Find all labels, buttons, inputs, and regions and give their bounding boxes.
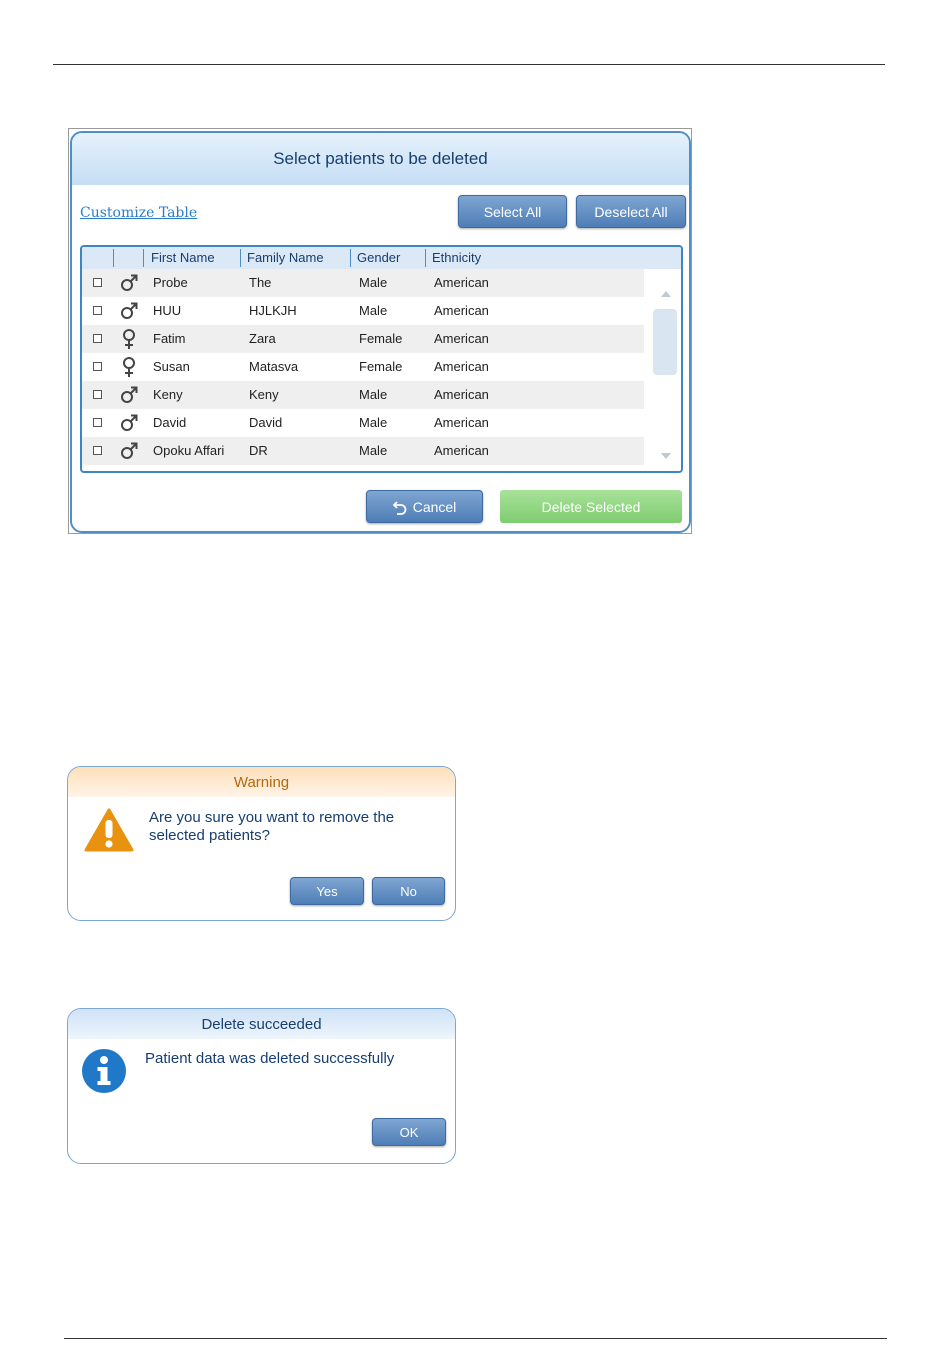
cell-family-name: David xyxy=(249,415,283,430)
success-title-bar xyxy=(68,1009,455,1039)
info-icon xyxy=(81,1048,127,1099)
column-separator xyxy=(240,249,241,267)
female-icon xyxy=(120,356,138,381)
cell-gender: Male xyxy=(359,303,388,318)
column-separator xyxy=(425,249,426,267)
table-row[interactable] xyxy=(82,269,644,297)
no-label: No xyxy=(400,883,417,899)
male-icon xyxy=(120,412,138,435)
cancel-button[interactable] xyxy=(366,490,483,523)
warning-icon xyxy=(84,807,134,858)
cell-first-name: HUU xyxy=(153,303,182,318)
column-header-first-name[interactable]: First Name xyxy=(151,250,215,265)
cancel-label: Cancel xyxy=(412,498,457,515)
cell-first-name: Susan xyxy=(153,359,190,374)
cell-ethnicity: American xyxy=(434,275,489,290)
table-row[interactable] xyxy=(82,409,644,437)
page-bottom-rule xyxy=(64,1338,887,1339)
delete-selected-label: Delete Selected xyxy=(541,498,641,515)
scroll-down-arrow-icon[interactable] xyxy=(661,453,671,459)
cell-gender: Male xyxy=(359,387,388,402)
cell-gender: Female xyxy=(359,359,403,374)
row-checkbox[interactable] xyxy=(93,334,102,343)
female-icon xyxy=(120,328,138,353)
table-header xyxy=(82,247,681,269)
cell-ethnicity: American xyxy=(434,303,489,318)
warning-message: Are you sure you want to remove the selected patients? xyxy=(149,809,395,844)
row-checkbox[interactable] xyxy=(93,362,102,371)
yes-button[interactable] xyxy=(290,877,364,905)
select-all-button[interactable] xyxy=(458,195,567,228)
row-checkbox[interactable] xyxy=(93,446,102,455)
table-row[interactable] xyxy=(82,437,644,465)
cell-ethnicity: American xyxy=(434,415,489,430)
column-separator xyxy=(143,249,144,267)
ok-label: OK xyxy=(399,1124,419,1140)
undo-arrow-icon xyxy=(393,499,407,515)
page-top-rule xyxy=(53,64,885,65)
column-header-family-name[interactable]: Family Name xyxy=(247,250,324,265)
no-button[interactable] xyxy=(372,877,445,905)
customize-table-link[interactable]: Customize Table xyxy=(80,205,198,221)
column-separator xyxy=(350,249,351,267)
cell-ethnicity: American xyxy=(434,359,489,374)
table-row[interactable] xyxy=(82,297,644,325)
delete-succeeded-dialog xyxy=(67,1008,456,1164)
select-all-label: Select All xyxy=(483,203,542,220)
scroll-thumb[interactable] xyxy=(653,309,677,375)
table-scrollbar[interactable] xyxy=(652,283,678,467)
deselect-all-button[interactable] xyxy=(576,195,686,228)
scroll-up-arrow-icon[interactable] xyxy=(661,291,671,297)
cell-family-name: Zara xyxy=(249,331,276,346)
cell-family-name: Matasva xyxy=(249,359,299,374)
column-header-gender[interactable]: Gender xyxy=(357,250,401,265)
cell-gender: Male xyxy=(359,443,388,458)
cell-gender: Male xyxy=(359,415,388,430)
dialog-title-bar xyxy=(72,133,689,185)
cell-first-name: Fatim xyxy=(153,331,186,346)
delete-patients-dialog xyxy=(70,131,691,533)
male-icon xyxy=(120,300,138,323)
cell-gender: Female xyxy=(359,331,403,346)
patients-table xyxy=(80,245,683,473)
success-message: Patient data was deleted successfully xyxy=(145,1050,395,1067)
warning-title: Warning xyxy=(233,773,290,791)
row-checkbox[interactable] xyxy=(93,390,102,399)
cell-family-name: The xyxy=(249,275,272,290)
male-icon xyxy=(120,384,138,407)
cell-gender: Male xyxy=(359,275,388,290)
male-icon xyxy=(120,440,138,463)
cell-first-name: Probe xyxy=(153,275,188,290)
cell-first-name: Opoku Affari xyxy=(153,443,225,458)
table-row[interactable] xyxy=(82,353,644,381)
table-row[interactable] xyxy=(82,381,644,409)
deselect-all-label: Deselect All xyxy=(594,203,668,220)
dialog-title: Select patients to be deleted xyxy=(273,149,488,168)
cell-first-name: David xyxy=(153,415,187,430)
ok-button[interactable] xyxy=(372,1118,446,1146)
cell-family-name: Keny xyxy=(249,387,279,402)
male-icon xyxy=(120,272,138,295)
cell-family-name: HJLKJH xyxy=(249,303,297,318)
row-checkbox[interactable] xyxy=(93,278,102,287)
cell-family-name: DR xyxy=(249,443,268,458)
cell-ethnicity: American xyxy=(434,387,489,402)
success-title: Delete succeeded xyxy=(201,1015,322,1033)
table-row[interactable] xyxy=(82,325,644,353)
warning-dialog xyxy=(67,766,456,921)
row-checkbox[interactable] xyxy=(93,306,102,315)
yes-label: Yes xyxy=(316,883,338,899)
cell-ethnicity: American xyxy=(434,331,489,346)
cell-ethnicity: American xyxy=(434,443,489,458)
cell-first-name: Keny xyxy=(153,387,183,402)
row-checkbox[interactable] xyxy=(93,418,102,427)
warning-title-bar xyxy=(68,767,455,797)
column-header-ethnicity[interactable]: Ethnicity xyxy=(432,250,482,265)
delete-selected-button[interactable] xyxy=(500,490,682,523)
column-separator xyxy=(113,249,114,267)
